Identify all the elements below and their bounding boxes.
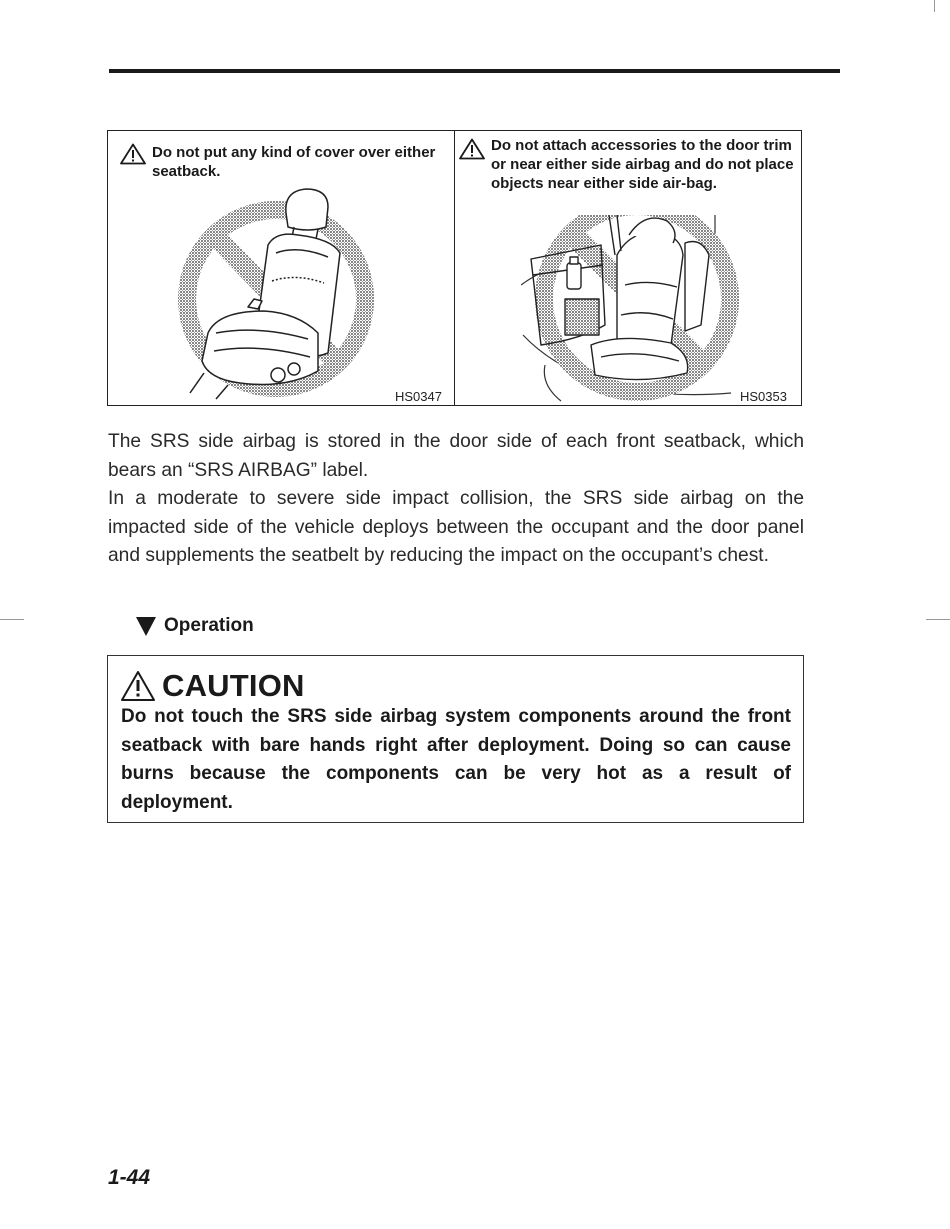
body-text xyxy=(108,428,804,571)
crop-mark-right xyxy=(926,619,950,620)
figure-code: HS0347 xyxy=(395,389,442,404)
figure-table xyxy=(107,130,802,406)
figure-warning-text: Do not attach accessories to the door trim or near either side airbag and do not place objects near either side air-bag. xyxy=(491,137,794,192)
page-number: 1-44 xyxy=(108,1166,151,1189)
crop-mark-top xyxy=(934,0,935,12)
header-rule xyxy=(109,69,840,73)
section-heading-text: Operation xyxy=(164,615,254,636)
figure-code: HS0353 xyxy=(740,389,787,404)
paragraph-airbag-location: The SRS side airbag is stored in the door side of each front seatback, which bears an “SRS AIRBAG” label. xyxy=(108,431,804,481)
caution-box xyxy=(107,655,804,823)
down-triangle-icon xyxy=(136,617,156,636)
figure-warning xyxy=(120,143,440,181)
seat-cover-prohibited-illustration xyxy=(168,183,398,403)
figure-warning-text: Do not put any kind of cover over either seatback. xyxy=(152,144,436,180)
warning-triangle-icon xyxy=(120,143,146,165)
warning-triangle-icon xyxy=(459,138,485,160)
door-accessories-prohibited-illustration xyxy=(521,215,761,405)
figure-seat-cover xyxy=(108,131,454,405)
paragraph-airbag-deployment: In a moderate to severe side impact collision, the SRS side airbag on the impacted side of the vehicle deploys between the occupant and the door panel and supplements the seatbelt by reducing the impact on the occupant’s chest. xyxy=(108,488,804,567)
crop-mark-left xyxy=(0,619,24,620)
caution-title xyxy=(120,668,305,704)
figure-warning xyxy=(459,136,795,193)
section-heading-operation xyxy=(136,615,254,637)
figure-door-accessories xyxy=(454,131,801,405)
warning-triangle-icon xyxy=(120,670,156,702)
caution-text: Do not touch the SRS side airbag system components around the front seatback with bare hands right after deployment. Doing so can cause burns because the components can be very hot as a result of deployment. xyxy=(121,706,791,813)
caution-heading: CAUTION xyxy=(162,668,305,703)
